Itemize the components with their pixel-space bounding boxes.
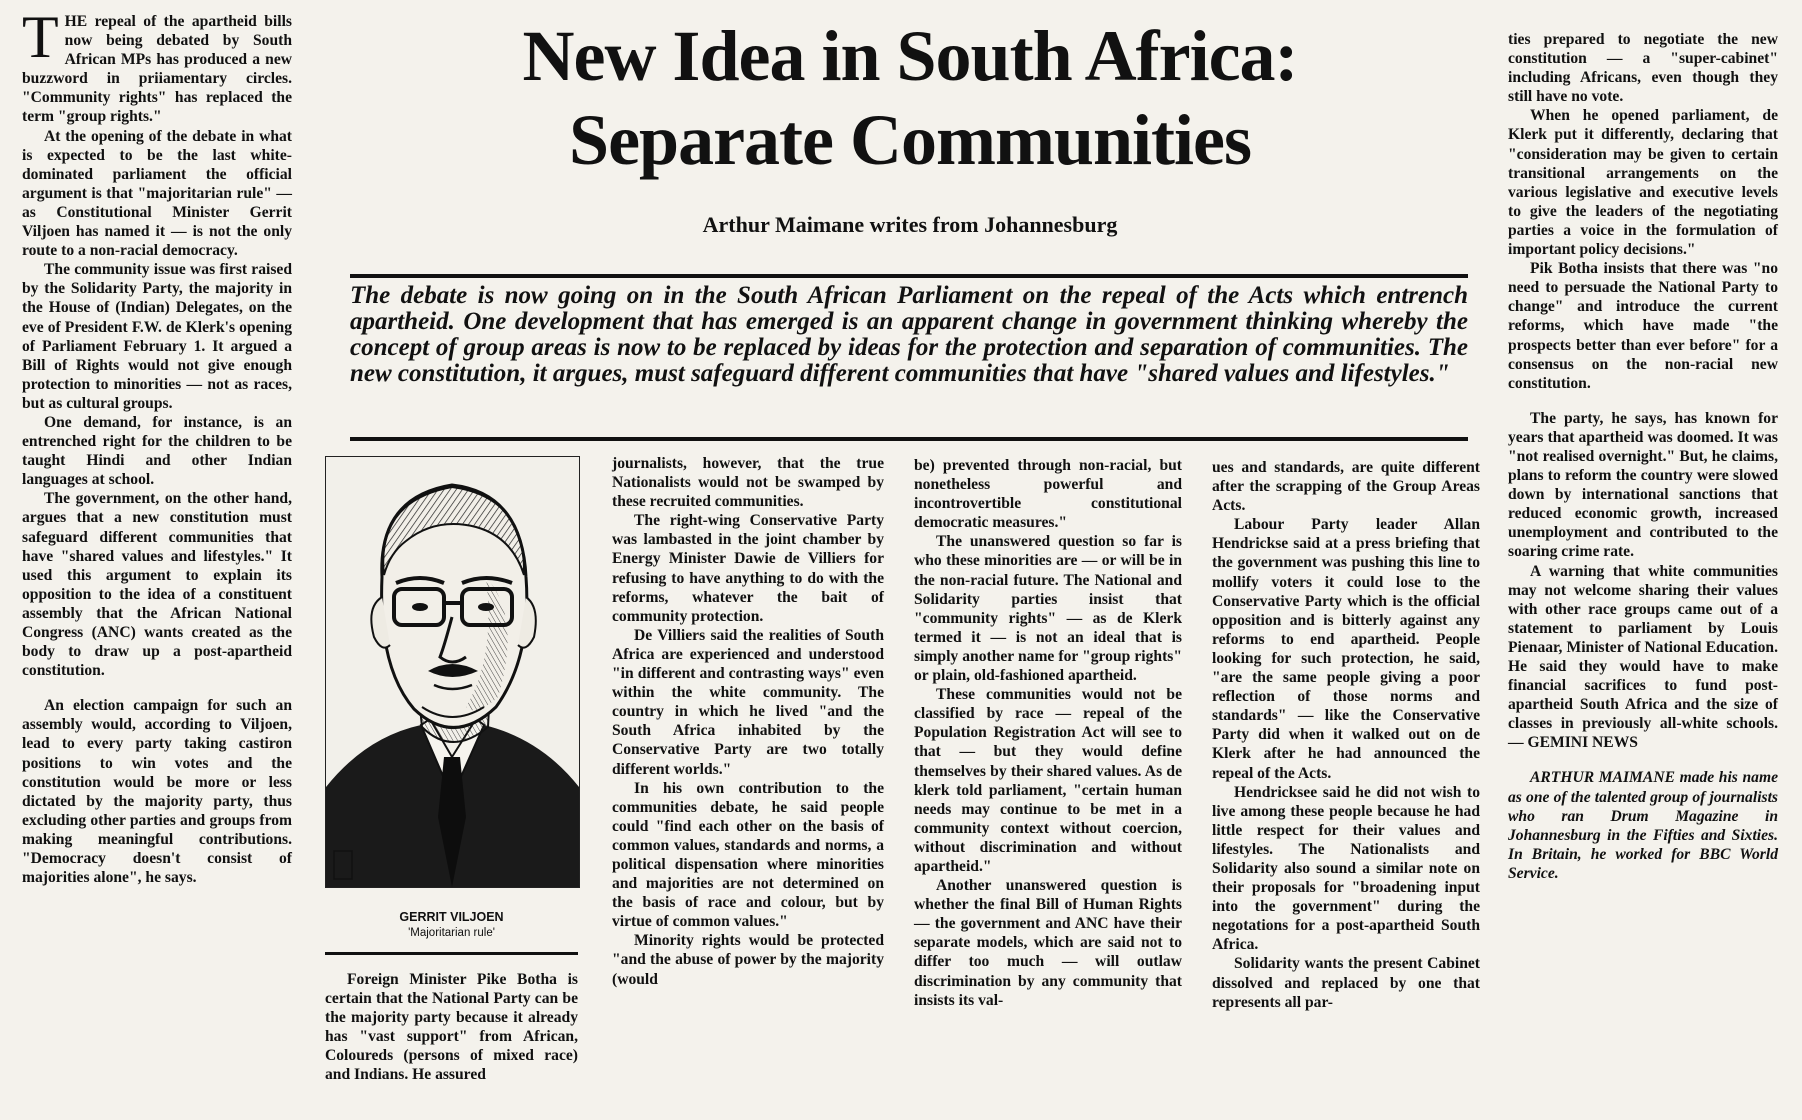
headline <box>320 14 1500 182</box>
drop-cap: T <box>22 4 59 70</box>
photo-caption-subtitle: 'Majoritarian rule' <box>408 927 495 939</box>
paragraph: be) prevented through non-racial, but nonetheless powerful and incontrovertible constitutional democratic measures." <box>914 457 1182 532</box>
portrait-drawing <box>326 457 579 887</box>
paragraph: In his own contribution to the communities debate, he said people could "find each other on the basis of common values, standards and norms, a political dispensation where minorities and majorities are not determined on the basis of race and colour, but by virtue of common values." <box>612 779 884 931</box>
paragraph: journalists, however, that the true Nationalists would not be swamped by these recruited communities. <box>612 455 884 511</box>
headline-line-2: Separate Communities <box>569 100 1251 180</box>
paragraph: Foreign Minister Pike Botha is certain that the National Party can be the majority party because it already has "vast support" from African, Coloureds (persons of mixed race) and Indians. He assured <box>325 971 578 1084</box>
paragraph: The community issue was first raised by the Solidarity Party, the majority in the House of (Indian) Delegates, on the eve of President F.W. de Klerk's opening of Parliament February 1. It argued a Bill of Rights would not give enough protection to minorities — not as races, but as cultural groups. <box>22 261 292 412</box>
byline: Arthur Maimane writes from Johannesburg <box>702 212 1118 237</box>
paragraph: ues and standards, are quite different after the scrapping of the Group Areas Acts. <box>1212 459 1480 515</box>
paragraph: These communities would not be classified by race — repeal of the Population Registration Act will see to that — but they would define themselves by their shared values. As de klerk told parliament, "certain human needs may continue to be met in a community context without coercion, without discrimination and without apartheid." <box>914 686 1182 875</box>
author-note: ARTHUR MAIMANE made his name as one of the talented group of journalists who ran Drum Magazine in Johannesburg in the Fifties and Sixties. In Britain, he worked for BBC World Service. <box>1508 769 1778 882</box>
paragraph: De Villiers said the realities of South Africa are experienced and understood "in different and contrasting ways" even within the white community. The country in which he lived "and the South Africa inhabited by the Conservative Party are two totally different worlds." <box>612 626 884 778</box>
paragraph: When he opened parliament, de Klerk put it differently, declaring that "consideration may be given to certain transitional arrangements on the various legislative and executive levels to give the leaders of the negotiating parties a voice in the formulation of important policy decisions." <box>1508 107 1778 259</box>
paragraph: One demand, for instance, is an entrenched right for the children to be taught Hindi and other Indian languages at school. <box>22 413 292 489</box>
headline-line-1: New Idea in South Africa: <box>522 16 1298 96</box>
caption-rule <box>325 952 578 955</box>
paragraph: The party, he says, has known for years that apartheid was doomed. It was "not realised overnight." But, he claims, plans to reform the country were slowed down by international sanctions that reduced economic growth, increased unemployment and contributed to the soaring crime rate. <box>1508 409 1778 561</box>
article-column-3 <box>612 454 884 989</box>
paragraph: Solidarity wants the present Cabinet dissolved and replaced by one that represents all par- <box>1212 955 1480 1011</box>
paragraph: ties prepared to negotiate the new constitution — a "super-cabinet" including Africans, even though they still have no vote. <box>1508 31 1778 106</box>
standfirst-bottom-rule <box>350 437 1468 441</box>
paragraph: An election campaign for such an assembly would, according to Viljoen, lead to every party taking castiron positions to win votes and the constitution would be more or less dictated by the majority party, thus excluding other parties and groups from making meaningful contributions. "Democracy doesn't consist of majorities alone", he says. <box>22 697 292 887</box>
paragraph: The unanswered question so far is who these minorities are — or will be in the non-racial future. The National and Solidarity parties insist that "community rights" — as de Klerk termed it — is not an ideal that is simply another name for "group rights" or plain, old-fashioned apartheid. <box>914 533 1182 685</box>
portrait-illustration <box>325 456 580 888</box>
paragraph: A warning that white communities may not welcome sharing their values with other race groups came out of a statement to parliament by Louis Pienaar, Minister of National Education. He said they would have to make financial sacrifices to fund post-apartheid South Africa and the size of classes in previously all-white schools. — GEMINI NEWS <box>1508 562 1778 752</box>
paragraph: Minority rights would be protected "and the abuse of power by the majority (would <box>612 932 884 988</box>
paragraph: Pik Botha insists that there was "no need to persuade the National Party to change" and introduce the current reforms, which have made "the prospects better than ever before" for a consensus on the non-racial new constitution. <box>1508 260 1778 392</box>
standfirst-top-rule <box>350 274 1468 278</box>
paragraph: HE repeal of the apartheid bills now being debated by South African MPs has produced a new buzzword in priiamentary circles. "Community rights" has replaced the term "group rights." <box>22 13 292 126</box>
paragraph: Another unanswered question is whether the final Bill of Human Rights — the government and ANC have their separate models, which are said not to differ too much — will outlaw discrimination by any community that insists its val- <box>914 877 1182 1009</box>
paragraph: The government, on the other hand, argues that a new constitution must safeguard different communities that have "shared values and lifestyles." It used this argument to explain its opposition to the idea of a constituent assembly that the African National Congress (ANC) wants created as the body to draw up a post-apartheid constitution. <box>22 490 292 680</box>
article-column-1 <box>22 4 292 887</box>
standfirst: The debate is now going on in the South African Parliament on the repeal of the Acts which entrench apartheid. One development that has emerged is an apparent change in government thinking whereby the concept of group areas is now to be replaced by ideas for the protection and separation of communities. The new constitution, it argues, must safeguard different communities that have "shared values and lifestyles." <box>350 282 1468 387</box>
photo-caption-name: GERRIT VILJOEN <box>399 910 504 924</box>
paragraph: The right-wing Conservative Party was lambasted in the joint chamber by Energy Minister Dawie de Villiers for refusing to have anything to do with the reforms, whatever the bait of community protection. <box>612 512 884 625</box>
paragraph: Labour Party leader Allan Hendrickse said at a press briefing that the government was pushing this line to mollify voters it could lose to the Conservative Party which is the official opposition and is bitterly against any reforms to end apartheid. People looking for such protection, he said, "are the same people giving a poor reflection of those norms and standards" — like the Conservative Party did when it walked out on de Klerk after he had announced the repeal of the Acts. <box>1212 516 1480 782</box>
article-column-5 <box>1212 458 1480 1012</box>
article-column-4 <box>914 456 1182 1010</box>
paragraph: At the opening of the debate in what is expected to be the last white-dominated parliament the official argument is that "majoritarian rule" — as Constitutional Minister Gerrit Viljoen has named it — is not the only route to a non-racial democracy. <box>22 127 292 260</box>
paragraph: Hendricksee said he did not wish to live among these people because he had little respect for their values and lifestyles. The Nationalists and Solidarity also sound a similar note on their proposals for "broadening input into the government" during the negotations for a post-apartheid South Africa. <box>1212 783 1480 954</box>
article-column-6 <box>1508 30 1778 883</box>
article-column-2 <box>325 970 578 1085</box>
